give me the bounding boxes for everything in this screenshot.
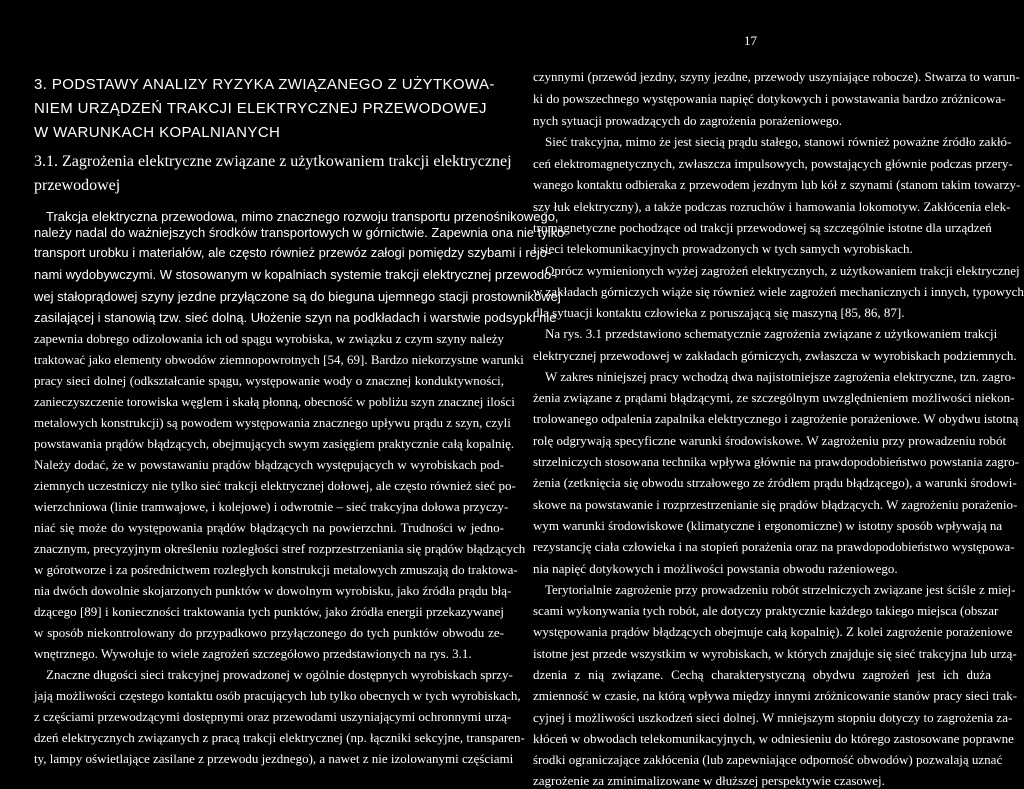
body-line: Trakcja elektryczna przewodowa, mimo znacznego rozwoju transportu przenośnikowego, — [46, 209, 559, 224]
body-line: zasilającej i stanowią tzw. sieć dolną. Ułożenie szyn na podkładach i warstwie podsypki nie — [34, 310, 557, 325]
chapter-heading-line: 3. PODSTAWY ANALIZY RYZYKA ZWIĄZANEGO Z UŻYTKOWA- — [34, 76, 495, 93]
chapter-heading-line: W WARUNKACH KOPALNIANYCH — [34, 124, 281, 141]
body-line: kłóceń w obwodach telekomunikacyjnych, w odniesieniu do którego zastosowane poprawne — [533, 731, 1014, 746]
body-line: jają możliwości częstego kontaktu osób pracujących lub tylko obecnych w tych wyrobiskach, — [34, 688, 521, 703]
body-line: Znaczne długości sieci trakcyjnej prowadzonej w ogólnie dostępnych wyrobiskach sprzy- — [46, 667, 513, 682]
body-line: traktować jako elementy obwodów ziemnopowrotnych [54, 69]. Bardzo niekorzystne warunki — [34, 352, 524, 367]
body-line: w górotworze i za pośrednictwem rozległych konstrukcji metalowych zmuszają do traktowa- — [34, 562, 518, 577]
body-line: nami wydobywczymi. W stosowanym w kopalniach systemie trakcji elektrycznej przewodo- — [34, 267, 556, 282]
body-line: i sieci telekomunikacyjnych prowadzonych w tych samych wyrobiskach. — [533, 241, 913, 256]
page-number: 17 — [744, 33, 757, 48]
body-line: czynnymi (przewód jezdny, szyny jezdne, przewody uszyniające robocze). Stwarza to warun- — [533, 69, 1020, 84]
body-line: z częściami przewodzącymi dostępnymi oraz przewodami uszyniającymi ochronnymi urzą- — [34, 709, 512, 724]
body-line: Należy dodać, że w powstawaniu prądów błądzących występujących w wyrobiskach pod- — [34, 457, 504, 472]
body-line: dzenia z nią związane. Cechą charakterystyczną obydwu zagrożeń jest ich duża — [533, 667, 991, 682]
body-line: występowania prądów błądzących obejmuje całą kopalnię). Z kolei zagrożenie porażeniowe — [533, 624, 1013, 639]
body-line: Na rys. 3.1 przedstawiono schematycznie zagrożenia związane z użytkowaniem trakcji — [545, 326, 998, 341]
body-line: zagrożenie za zminimalizowane w dłuższej perspektywie czasowej. — [533, 773, 885, 788]
body-line: cyjnej i możliwości uszkodzeń sieci dolnej. W mniejszym stopniu dotyczy to zagrożenia za- — [533, 710, 1013, 725]
section-heading-line: przewodowej — [34, 177, 121, 194]
body-line: ki do powszechnego występowania napięć dotykowych i powstawania bardzo zróżnicowa- — [533, 91, 1006, 106]
body-line: nych sytuacji prowadzących do zagrożenia porażeniowego. — [533, 113, 842, 128]
body-line: wej stałoprądowej szyny jezdne przyłączone są do bieguna ujemnego stacji prostownikowej — [34, 289, 561, 304]
body-line: powstawania prądów błądzących, obejmujących swym zasięgiem praktycznie całą kopalnię. — [34, 436, 515, 451]
body-line: wierzchniowa (linie tramwajowe, i kolejowe) i odwrotnie – sieć trakcyjna dołowa przyczy- — [34, 499, 509, 514]
body-line: metalowych konstrukcji) są powodem występowania znacznego upływu prądu z szyn, czyli — [34, 415, 511, 430]
body-line: transport urobku i materiałów, ale często również przewóz załogi pomiędzy szybami i rejo- — [34, 245, 552, 260]
body-line: zapewnia dobrego odizolowania ich od spągu wyrobiska, w związku z czym szyny należy — [34, 331, 504, 346]
body-line: tromagnetyczne pochodzące od trakcji przewodowej są szczególnie istotne dla urządzeń — [533, 220, 992, 235]
body-line: skowe na powstawanie i rozprzestrzenianie się prądów błądzących. W zagrożeniu porażenio- — [533, 497, 1018, 512]
body-line: scami wykonywania tych robót, ale dotyczy praktycznie każdego takiego miejsca (obszar — [533, 603, 999, 618]
body-line: istotne jest przede wszystkim w wyrobiskach, w których znajduje się sieć trakcyjna lub urzą- — [533, 646, 1017, 661]
body-line: w zakładach górniczych wiąże się również wiele zagrożeń mechanicznych i innych, typowych — [533, 284, 1024, 299]
body-line: trolowanego odpalenia zapalnika elektrycznego i zagrożenie porażeniowe. W obydwu istotną — [533, 411, 1019, 426]
body-line: zmienność w czasie, na którą wpływa między innymi zróżnicowanie stanów pracy sieci trak- — [533, 688, 1018, 703]
body-line: dzeń elektrycznych związanych z pracą trakcji elektrycznej (np. łączniki sekcyjne, transparen- — [34, 730, 525, 745]
body-line: ty, lampy oświetlające zasilane z przewodu jezdnego), a nawet z nie izolowanymi częściami — [34, 751, 514, 766]
body-line: strzelniczych stosowana technika wpływa głównie na prawdopodobieństwo powstania zagro- — [533, 454, 1019, 469]
body-line: wanego kontaktu odbieraka z przewodem jezdnym lub kół z szynami (stanom takim towarzy- — [533, 177, 1021, 192]
body-line: dzącego [89] i konieczności traktowania tych punktów, jako źródła energii przekazywanej — [34, 604, 504, 619]
body-line: ceń elektromagnetycznych, zwłaszcza impulsowych, powstających głównie podczas przery- — [533, 156, 1013, 171]
body-line: zanieczyszczenie torowiska węglem i skałą płonną, obecność w pobliżu szyn znacznej ilości — [34, 394, 515, 409]
body-line: nia napięć dotykowych i możliwości powstania obwodu rażeniowego. — [533, 561, 898, 576]
body-line: wym warunki środowiskowe (klimatyczne i ergonomiczne) w istotny sposób wpływają na — [533, 518, 1003, 533]
body-line: nia dwóch dowolnie skojarzonych punktów w dowolnym wyrobisku, jako źródła prądu błą- — [34, 583, 512, 598]
body-line: pracy sieci dolnej (odkształcanie spągu, występowanie wody o znacznej konduktywności, — [34, 373, 504, 388]
body-line: szy łuk elektryczny), a także podczas rozruchów i hamowania lokomotyw. Zakłócenia elek- — [533, 199, 1011, 214]
body-line: rezystancję ciała człowieka i na stopień porażenia oraz na prawdopodobieństwo występowa- — [533, 539, 1015, 554]
body-line: rolę odgrywają specyficzne warunki środowiskowe. W zagrożeniu przy prowadzeniu robót — [533, 433, 1007, 448]
body-line: W zakres niniejszej pracy wchodzą dwa najistotniejsze zagrożenia elektryczne, tzn. zagro- — [545, 369, 1016, 384]
body-line: żenia (zetknięcia się obwodu strzałowego ze źródłem prądu błądzącego), a warunki środowi- — [533, 475, 1017, 490]
body-line: środki ograniczające zakłócenia (lub zapewniające odporność obwodów) pozwalają uznać — [533, 752, 1003, 767]
body-line: niać się może do występowania prądów błądzących na powierzchni. Trudności w jedno- — [34, 520, 504, 535]
body-line: dla sytuacji kontaktu człowieka z poruszającą się maszyną [85, 86, 87]. — [533, 305, 905, 320]
body-line: znacznym, precyzyjnym określeniu rozległości stref rozprzestrzeniania się prądów błądzących — [34, 541, 526, 556]
body-line: Oprócz wymienionych wyżej zagrożeń elektrycznych, z użytkowaniem trakcji elektrycznej — [545, 263, 1020, 278]
body-line: żenia związane z prądami błądzącymi, ze szczególnym uwzględnieniem możliwości niekon- — [533, 390, 1015, 405]
section-heading-line: 3.1. Zagrożenia elektryczne związane z użytkowaniem trakcji elektrycznej — [34, 153, 512, 170]
body-line: Sieć trakcyjna, mimo że jest siecią prądu stałego, stanowi również poważne źródło zakłó- — [545, 134, 1012, 149]
body-line: elektrycznej przewodowej w zakładach górniczych, zwłaszcza w wyrobiskach podziemnych. — [533, 348, 1017, 363]
body-line: ziemnych uczestniczy nie tylko sieć trakcji elektrycznej dołowej, ale często również sieć po- — [34, 478, 516, 493]
body-line: należy nadal do ważniejszych środków transportowych w górnictwie. Zapewnia ona nie tylko — [34, 225, 565, 240]
body-line: Terytorialnie zagrożenie przy prowadzeniu robót strzelniczych związane jest ściśle z miej- — [545, 582, 1016, 597]
body-line: wnętrznego. Wywołuje to wiele zagrożeń szczegółowo przedstawionych na rys. 3.1. — [34, 646, 472, 661]
chapter-heading-line: NIEM URZĄDZEŃ TRAKCJI ELEKTRYCZNEJ PRZEWODOWEJ — [34, 100, 487, 117]
body-line: w sposób niekontrolowany do przypadkowo przyłączonego do tych punktów obwodu ze- — [34, 625, 504, 640]
